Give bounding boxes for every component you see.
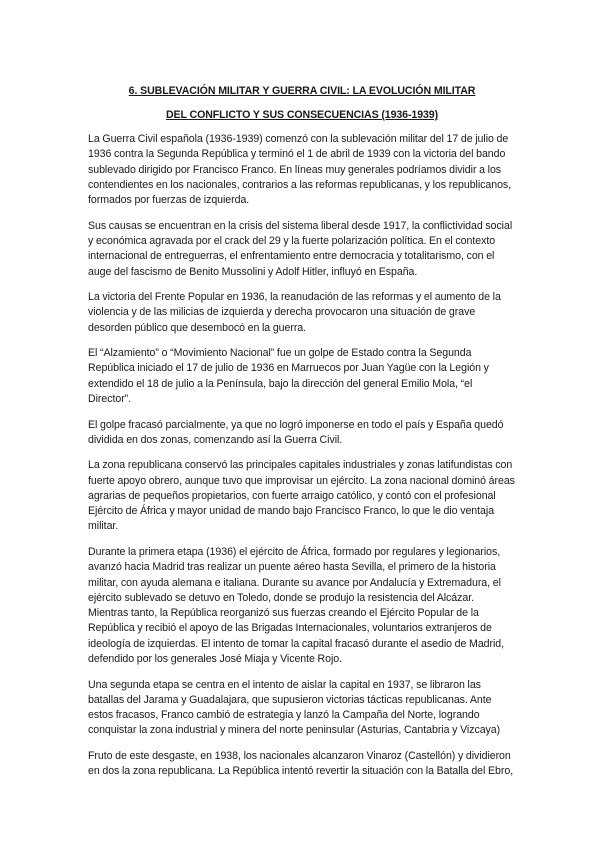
document-title-line-2: DEL CONFLICTO Y SUS CONSECUENCIAS (1936-1939)	[166, 109, 438, 121]
paragraph-alzamiento: El “Alzamiento” o “Movimiento Nacional” fue un golpe de Estado contra la Segunda República iniciado el 17 de julio de 1936 en Marruecos por Juan Yagüe con la Legión y extendido el 18 de julio a la Península, bajo la dirección del general Emilio Mola, “el Director”.	[88, 347, 489, 406]
paragraph-zonas: La zona republicana conservó las principales capitales industriales y zonas latifundistas con fuerte apoyo obrero, aunque tuvo que improvisar un ejército. La zona nacional dominó áreas agrarias de pequeños propietarios, con fuerte arraigo católico, y contó con el profesional Ejército de África y mayor unidad de mando bajo Francisco Franco, lo que le dio ventaja militar.	[88, 459, 515, 533]
paragraph-golpe: El golpe fracasó parcialmente, ya que no logró imponerse en todo el país y España quedó dividida en dos zonas, comenzando así la Guerra Civil.	[88, 418, 504, 446]
paragraph-intro: La Guerra Civil española (1936-1939) comenzó con la sublevación militar del 17 de julio de 1936 contra la Segunda República y terminó el 1 de abril de 1939 con la victoria del bando sublevado dirigido por Francisco Franco. En líneas muy generales podríamos dividir a los contendientes en los nacionales, contrarios a las reformas republicanas, y los republicanos, formados por fuerzas de izquierda.	[88, 133, 512, 207]
paragraph-causes: Sus causas se encuentran en la crisis del sistema liberal desde 1917, la conflictividad social y económica agravada por el crack del 29 y la fuerte polarización política. En el contexto internacional de entreguerras, el enfrentamiento entre democracia y totalitarismo, con el auge del fascismo de Benito Mussolini y Adolf Hitler, influyó en España.	[88, 219, 513, 278]
document-title-line-1: 6. SUBLEVACIÓN MILITAR Y GUERRA CIVIL: LA EVOLUCIÓN MILITAR	[128, 85, 476, 97]
paragraph-primera-etapa: Durante la primera etapa (1936) el ejército de África, formado por regulares y legionarios, avanzó hacia Madrid tras realizar un puente aéreo hasta Sevilla, el primero de la historia militar, con ayuda alemana e italiana. Durante su avance por Andalucía y Extremadura, el ejército sublevado se detuvo en Toledo, donde se produjo la resistencia del Alcázar. Mientras tanto, la República reorganizó sus fuerzas creando el Ejército Popular de la República y recibió el apoyo de las Brigadas Internacionales, voluntarios extranjeros de ideología de izquierdas. El intento de tomar la capital fracasó durante el asedio de Madrid, defendido por los generales José Miaja y Vicente Rojo.	[88, 545, 505, 666]
paragraph-segunda-etapa: Una segunda etapa se centra en el intento de aislar la capital en 1937, se libraron las batallas del Jarama y Guadalajara, que supusieron victorias tácticas republicanas. Ante estos fracasos, Franco cambió de estrategia y lanzó la Campaña del Norte, logrando conquistar la zona industrial y minera del norte peninsular (Asturias, Cantabria y Vizcaya)	[88, 678, 501, 737]
paragraph-ebro: Fruto de este desgaste, en 1938, los nacionales alcanzaron Vinaroz (Castellón) y dividieron en dos la zona republicana. La República intentó revertir la situación con la Batalla del Ebro,	[88, 749, 514, 778]
paragraph-frente-popular: La victoria del Frente Popular en 1936, la reanudación de las reformas y el aumento de la violencia y de las milicias de izquierda y derecha provocaron una situación de grave desorden público que desembocó en la guerra.	[88, 291, 501, 334]
